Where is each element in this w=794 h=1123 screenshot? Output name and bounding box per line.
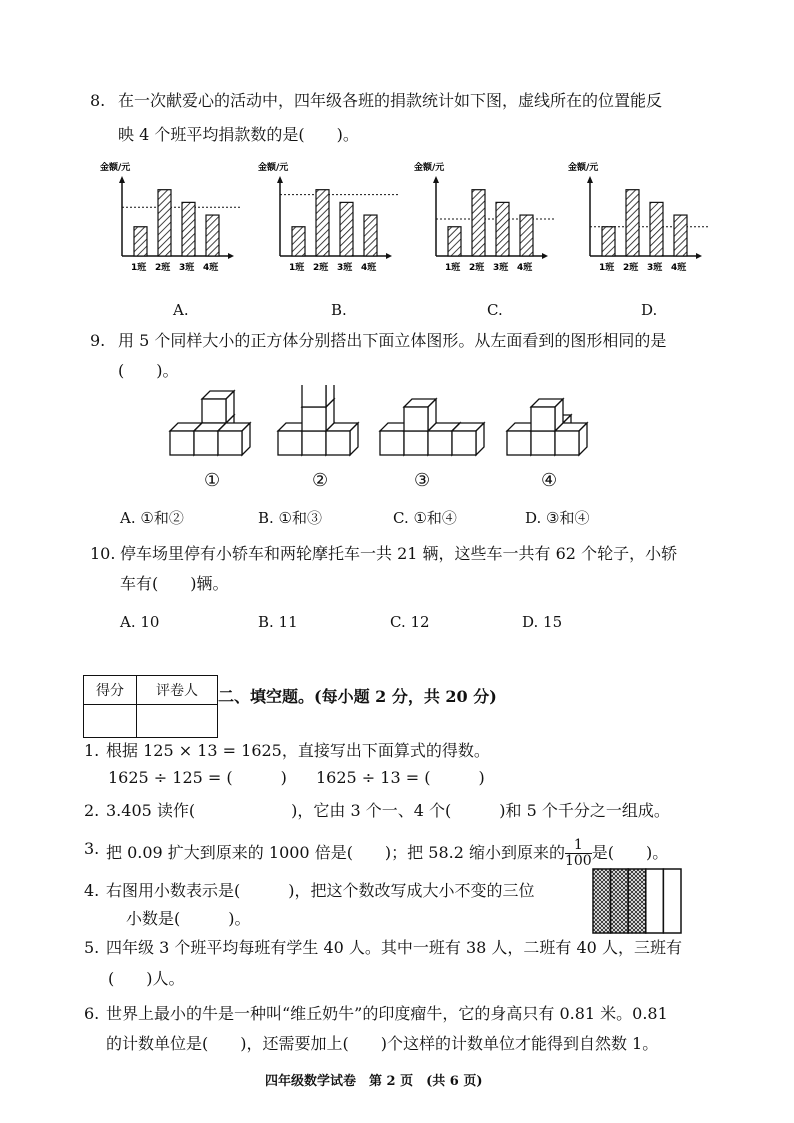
chart-a	[100, 158, 250, 278]
bar-1班	[602, 227, 615, 256]
category-label: 4班	[203, 263, 219, 273]
f1-number: 1.	[84, 741, 100, 760]
y-axis-label: 金额/元	[100, 163, 131, 173]
q10-number: 10.	[90, 544, 116, 563]
y-axis-label: 金额/元	[258, 163, 289, 173]
x-axis-arrow	[696, 253, 702, 259]
cube-front-face	[218, 431, 242, 455]
q10-line2: 车有( )辆。	[120, 574, 229, 593]
q9-option-d[interactable]: D. ③和④	[525, 509, 590, 527]
chart-d	[568, 158, 718, 278]
cube-front-face	[404, 407, 428, 431]
score-box	[83, 675, 218, 738]
chart-option-label: A.	[173, 301, 189, 319]
fraction-denominator: 100	[564, 853, 592, 869]
category-label: 1班	[445, 263, 461, 273]
bar-4班	[520, 215, 533, 256]
category-label: 3班	[179, 263, 195, 273]
x-axis-arrow	[386, 253, 392, 259]
chart-option-label: B.	[331, 301, 347, 319]
grader-header: 评卷人	[137, 676, 218, 705]
q9-option-b[interactable]: B. ①和③	[258, 509, 323, 527]
shaded-part	[611, 869, 629, 933]
f3-number: 3.	[84, 839, 100, 858]
chart-option-label: D.	[641, 301, 658, 319]
f2-text: 3.405 读作( )，它由 3 个一、4 个( )和 5 个千分之一组成。	[106, 801, 670, 820]
f6-number: 6.	[84, 1004, 100, 1023]
q9-number: 9.	[90, 331, 106, 350]
bar-2班	[472, 190, 485, 256]
q10-line1: 停车场里停有小轿车和两轮摩托车一共 21 辆，这些车一共有 62 个轮子，小轿	[120, 544, 678, 563]
category-label: 1班	[599, 263, 615, 273]
chart-option-label: C.	[487, 301, 503, 319]
cube-front-face	[302, 407, 326, 431]
category-label: 2班	[469, 263, 485, 273]
q9-line1: 用 5 个同样大小的正方体分别搭出下面立体图形。从左面看到的图形相同的是	[118, 331, 667, 350]
q9-option-a[interactable]: A. ①和②	[120, 509, 184, 527]
score-header: 得分	[84, 676, 137, 705]
cube-front-face	[380, 431, 404, 455]
q9-line2: ( )。	[118, 361, 179, 380]
cube-front-face	[170, 431, 194, 455]
f1-expr1: 1625 ÷ 125 = ( )	[108, 768, 287, 787]
cube-figure-3	[378, 385, 508, 465]
f6-line2: 的计数单位是( )，还需要加上( )个这样的计数单位才能得到自然数 1。	[106, 1034, 659, 1053]
category-label: 2班	[155, 263, 171, 273]
section2-title: 二、填空题。(每小题 2 分，共 20 分)	[218, 687, 497, 706]
bar-3班	[650, 202, 663, 256]
bar-2班	[316, 190, 329, 256]
bar-4班	[364, 215, 377, 256]
cube-front-face	[531, 407, 555, 431]
bar-4班	[206, 215, 219, 256]
bar-3班	[340, 202, 353, 256]
cube-front-face	[278, 431, 302, 455]
bar-1班	[134, 227, 147, 256]
y-axis-arrow	[277, 176, 283, 183]
category-label: 3班	[337, 263, 353, 273]
bar-4班	[674, 215, 687, 256]
y-axis-label: 金额/元	[568, 163, 599, 173]
q9-option-c[interactable]: C. ①和④	[393, 509, 457, 527]
fraction-numerator: 1	[565, 838, 592, 854]
f5-line1: 四年级 3 个班平均每班有学生 40 人。其中一班有 38 人，二班有 40 人，三班有	[106, 938, 682, 957]
cube-figure-4	[505, 385, 635, 465]
y-axis-arrow	[587, 176, 593, 183]
cube-front-face	[555, 431, 579, 455]
shaded-fraction-figure	[592, 868, 682, 934]
cube-front-face	[404, 431, 428, 455]
category-label: 4班	[671, 263, 687, 273]
f4-line2: 小数是( )。	[126, 909, 251, 928]
y-axis-arrow	[433, 176, 439, 183]
y-axis-arrow	[119, 176, 125, 183]
bar-1班	[448, 227, 461, 256]
bar-3班	[182, 202, 195, 256]
f1-line1: 根据 125 × 13 = 1625，直接写出下面算式的得数。	[106, 741, 490, 760]
category-label: 2班	[313, 263, 329, 273]
cube-front-face	[507, 431, 531, 455]
category-label: 1班	[289, 263, 305, 273]
f3-line	[106, 838, 668, 869]
q8-line1: 在一次献爱心的活动中，四年级各班的捐款统计如下图，虚线所在的位置能反	[118, 91, 663, 110]
cube-front-face	[452, 431, 476, 455]
cube-front-face	[428, 431, 452, 455]
cube-front-face	[194, 431, 218, 455]
f2-number: 2.	[84, 801, 100, 820]
f4-number: 4.	[84, 881, 100, 900]
cube-front-face	[531, 431, 555, 455]
y-axis-label: 金额/元	[414, 163, 445, 173]
f1-expr2: 1625 ÷ 13 = ( )	[316, 768, 485, 787]
shaded-part	[593, 869, 611, 933]
q8-line2: 映 4 个班平均捐款数的是( )。	[118, 125, 359, 144]
unshaded-part	[646, 869, 664, 933]
shaded-part	[628, 869, 646, 933]
bar-2班	[158, 190, 171, 256]
q8-number: 8.	[90, 91, 106, 110]
f3-text-a: 把 0.09 扩大到原来的 1000 倍是( )；把 58.2 缩小到原来的	[106, 843, 565, 862]
chart-c	[414, 158, 564, 278]
cube-front-face	[326, 431, 350, 455]
page-footer: 四年级数学试卷 第 2 页 (共 6 页)	[265, 1074, 483, 1089]
cube-front-face	[202, 399, 226, 423]
x-axis-arrow	[228, 253, 234, 259]
q10-option-c[interactable]: C. 12	[390, 613, 430, 631]
category-label: 3班	[493, 263, 509, 273]
figure-number-label: ④	[541, 470, 558, 491]
x-axis-arrow	[542, 253, 548, 259]
f6-line1: 世界上最小的牛是一种叫“维丘奶牛”的印度瘤牛，它的身高只有 0.81 米。0.81	[106, 1004, 668, 1023]
f3-text-b: 是( )。	[591, 843, 669, 862]
f4-line1: 右图用小数表示是( )，把这个数改写成大小不变的三位	[106, 881, 535, 900]
cube-front-face	[302, 385, 326, 407]
bar-1班	[292, 227, 305, 256]
score-cell[interactable]	[84, 705, 137, 738]
category-label: 3班	[647, 263, 663, 273]
f5-line2: ( )人。	[108, 969, 185, 988]
figure-number-label: ③	[414, 470, 431, 491]
q10-option-b[interactable]: B. 11	[258, 613, 298, 631]
category-label: 1班	[131, 263, 147, 273]
category-label: 4班	[517, 263, 533, 273]
f5-number: 5.	[84, 938, 100, 957]
figure-number-label: ①	[204, 470, 221, 491]
fraction-one-hundredth	[565, 838, 592, 869]
unshaded-part	[663, 869, 681, 933]
chart-b	[258, 158, 408, 278]
q10-option-d[interactable]: D. 15	[522, 613, 563, 631]
figure-number-label: ②	[312, 470, 329, 491]
bar-2班	[626, 190, 639, 256]
bar-3班	[496, 202, 509, 256]
cube-front-face	[302, 431, 326, 455]
category-label: 2班	[623, 263, 639, 273]
grader-cell[interactable]	[137, 705, 218, 738]
category-label: 4班	[361, 263, 377, 273]
q10-option-a[interactable]: A. 10	[120, 613, 160, 631]
